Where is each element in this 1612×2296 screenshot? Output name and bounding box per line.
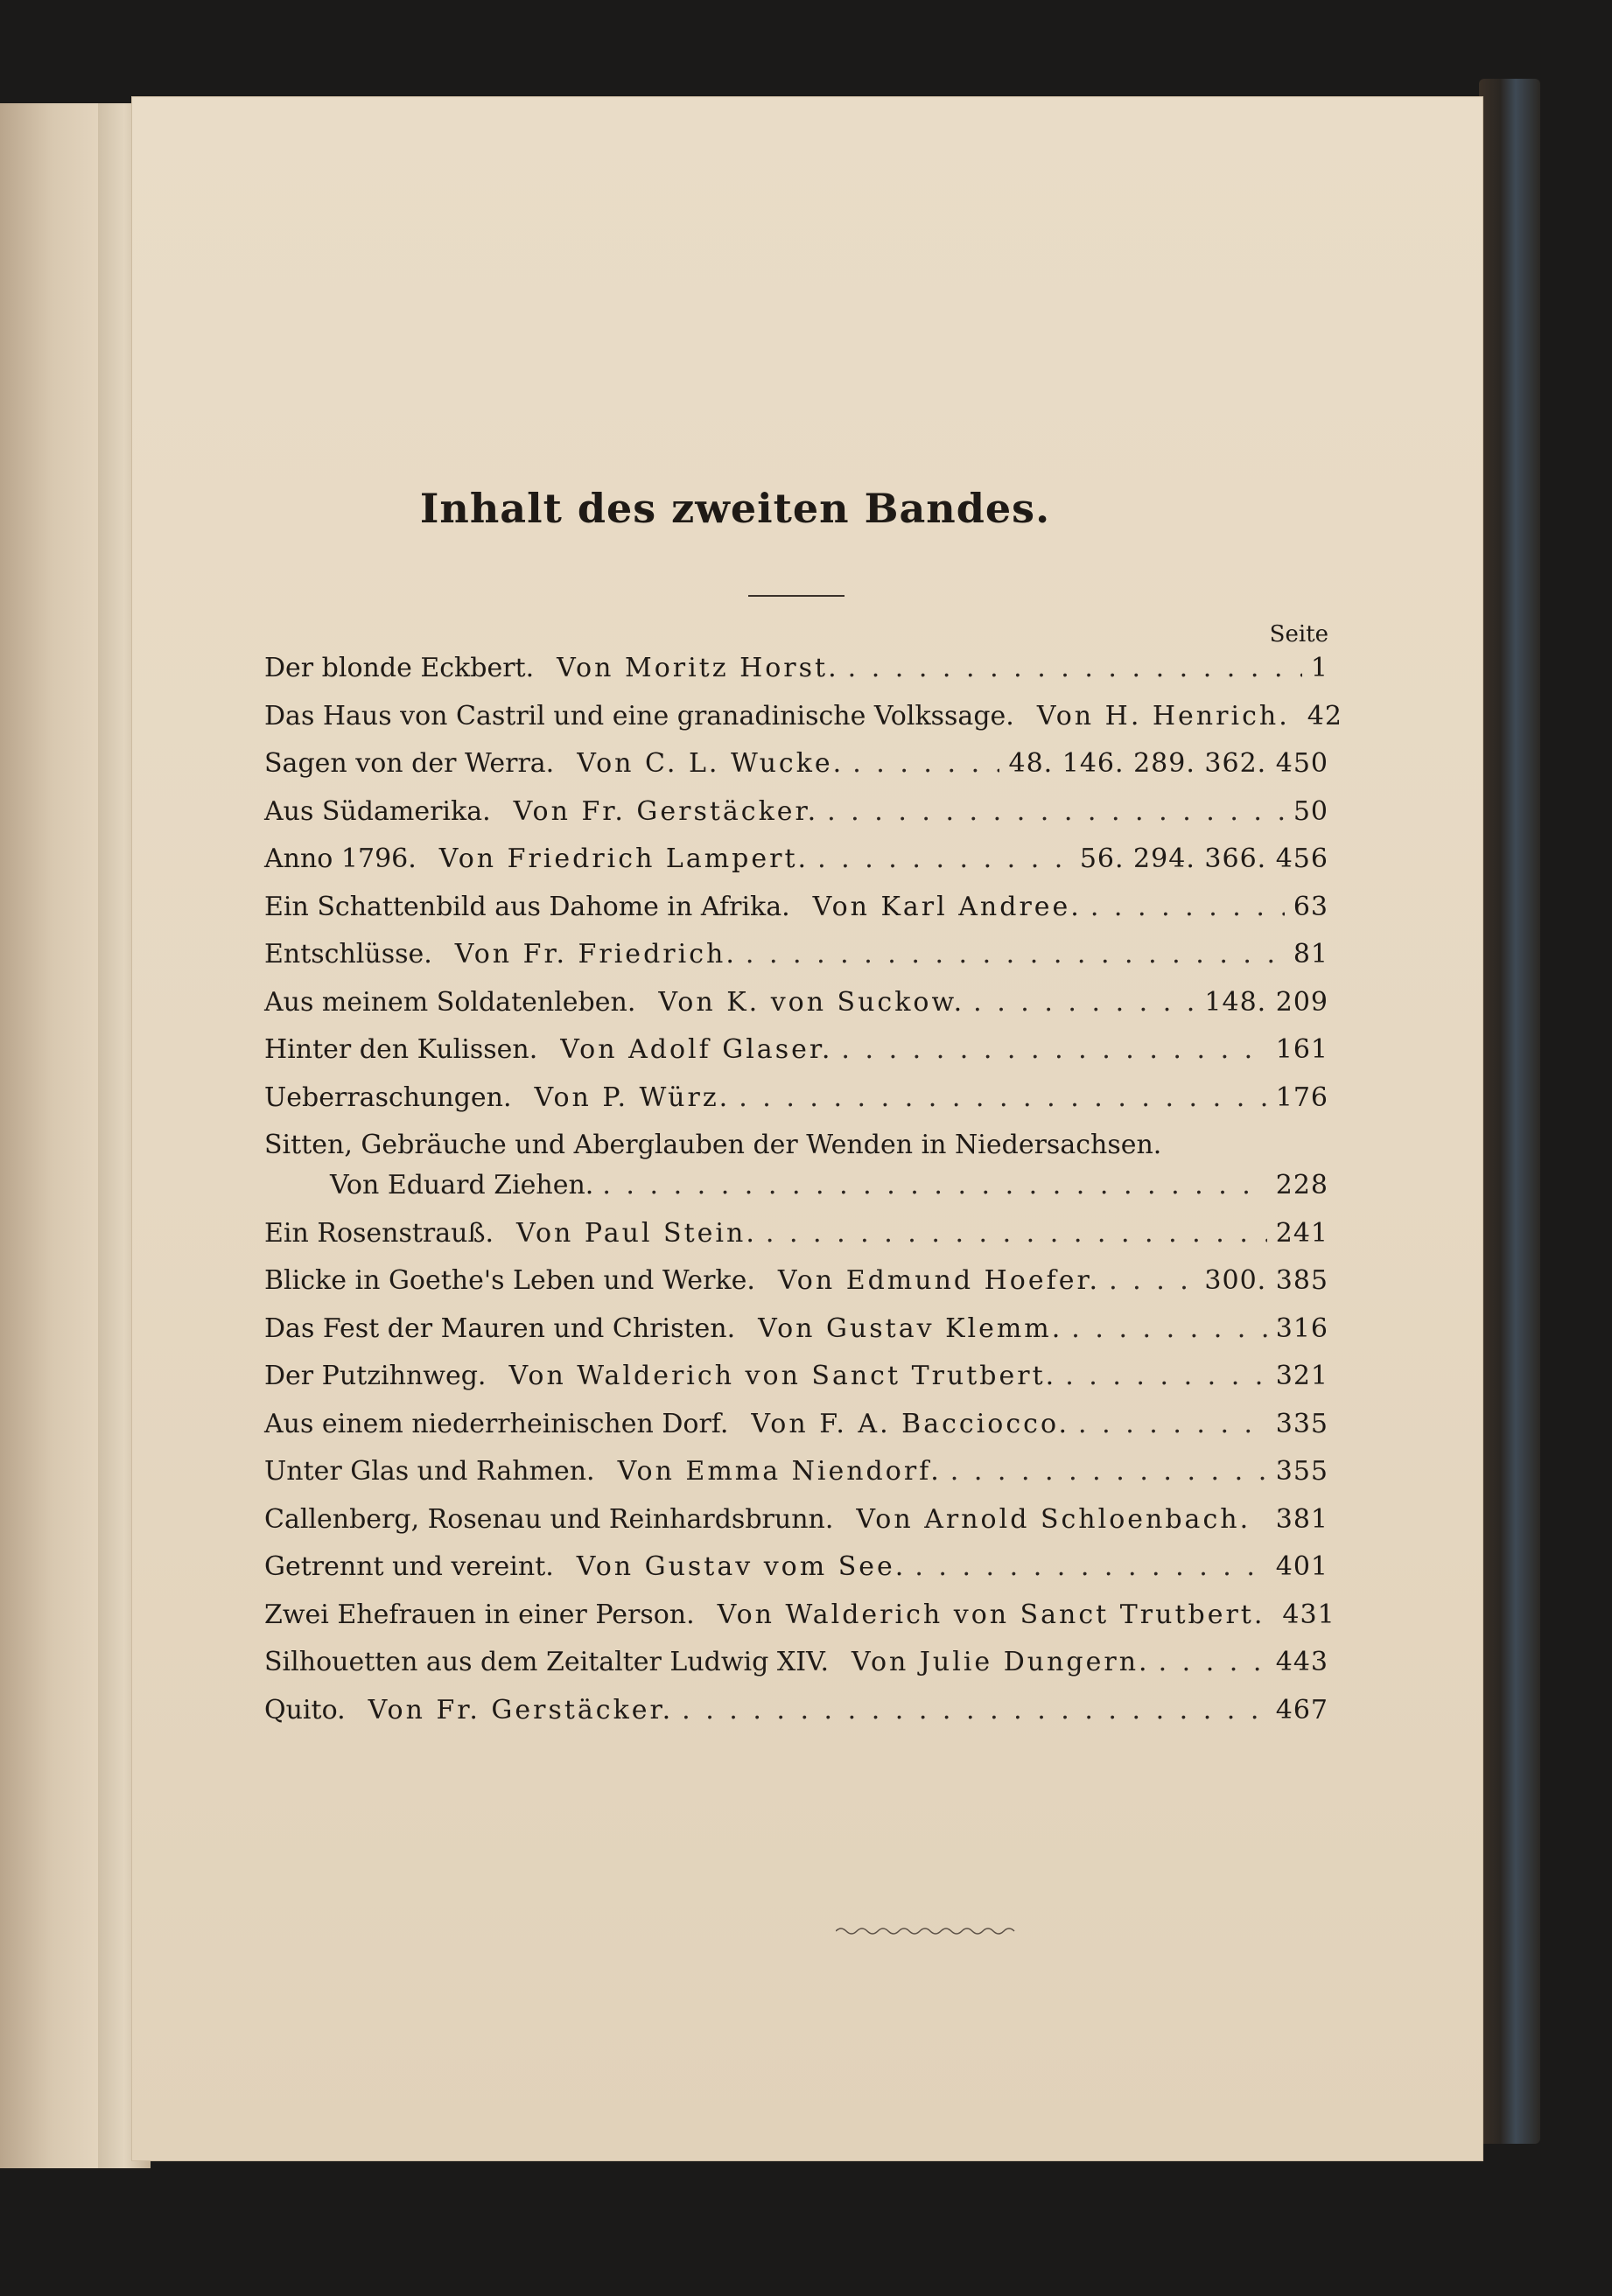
entry-author: Von F. A. Bacciocco. (751, 1408, 1070, 1439)
entry-author: Von Arnold Schloenbach. (856, 1503, 1251, 1535)
entry-author: Von Karl Andree. (812, 891, 1082, 922)
entry-pages: 467 (1275, 1694, 1328, 1726)
leader-dots (602, 1170, 1266, 1200)
entry-author: Von Fr. Gerstäcker. (513, 795, 819, 827)
entry-pages: 316 (1275, 1312, 1328, 1344)
leader-dots (682, 1695, 1267, 1726)
entry-pages: 56. 294. 366. 456 (1079, 844, 1328, 874)
toc-entry (264, 796, 1328, 844)
toc-entry (264, 1504, 1328, 1552)
title-rule (748, 595, 845, 597)
leader-dots (1078, 1409, 1267, 1439)
page-title: Inhalt des zweiten Bandes. (419, 485, 1051, 532)
entry-title: Sagen von der Werra. (264, 748, 555, 779)
leader-dots (739, 1082, 1267, 1113)
leader-dots (1109, 1265, 1195, 1296)
entry-pages: 176 (1275, 1082, 1328, 1113)
entry-title: Blicke in Goethe's Leben und Werke. (264, 1265, 755, 1296)
entry-pages: 1 (1310, 653, 1328, 683)
entry-author: Von Edmund Hoefer. (777, 1265, 1101, 1296)
leader-dots (827, 796, 1285, 827)
toc-entry (264, 1361, 1328, 1409)
entry-pages: 81 (1293, 939, 1328, 970)
entry-title: Sitten, Gebräuche und Aberglauben der Wenden in Niedersachsen. (264, 1130, 1162, 1160)
entry-author: Von Gustav vom See. (576, 1551, 907, 1582)
toc-entry (264, 1647, 1328, 1695)
leader-dots (973, 987, 1195, 1018)
entry-pages: 161 (1275, 1034, 1328, 1065)
entry-title: Unter Glas und Rahmen. (264, 1456, 595, 1487)
entry-title: Aus einem niederrheinischen Dorf. (264, 1408, 729, 1439)
leader-dots (915, 1551, 1266, 1582)
entry-pages: 50 (1293, 795, 1328, 827)
toc-entry (264, 1218, 1328, 1266)
toc-entry (264, 939, 1328, 987)
book-page (131, 96, 1483, 2161)
entry-title: Der Putzihnweg. (264, 1361, 487, 1391)
leader-dots (848, 653, 1302, 683)
entry-author: Von Walderich von Sanct Trutbert. (717, 1599, 1265, 1630)
toc-entry (264, 1313, 1328, 1362)
toc-entry (264, 748, 1328, 796)
entry-title: Hinter den Kulissen. (264, 1034, 538, 1065)
entry-author: Von Paul Stein. (516, 1217, 757, 1249)
entry-title: Aus Südamerika. (264, 795, 491, 827)
entry-title: Callenberg, Rosenau und Reinhardsbrunn. (264, 1503, 834, 1535)
toc-entry (264, 653, 1328, 701)
toc-entry-continuation (264, 1170, 1328, 1218)
toc-entry (264, 1034, 1328, 1082)
entry-title: Ueberraschungen. (264, 1082, 512, 1113)
entry-pages: 48. 146. 289. 362. 450 (1008, 748, 1328, 779)
entry-pages: 443 (1275, 1647, 1328, 1677)
entry-title: Quito. (264, 1694, 346, 1726)
table-of-contents (264, 653, 1342, 1742)
entry-author: Von Walderich von Sanct Trutbert. (508, 1361, 1057, 1391)
toc-entry (264, 1082, 1328, 1130)
entry-author: Von Moritz Horst. (557, 653, 839, 683)
entry-author: Von Eduard Ziehen. (330, 1170, 594, 1200)
entry-title: Entschlüsse. (264, 939, 432, 970)
leader-dots (766, 1218, 1267, 1249)
page-column-header: Seite (1269, 621, 1328, 648)
leader-dots (852, 748, 999, 779)
entry-author: Von Fr. Friedrich. (454, 939, 737, 970)
leader-dots (950, 1456, 1267, 1487)
entry-author: Von H. Henrich. (1036, 700, 1290, 732)
entry-title: Das Fest der Mauren und Christen. (264, 1312, 736, 1344)
entry-pages: 300. 385 (1204, 1265, 1328, 1296)
entry-author: Von K. von Suckow. (658, 986, 965, 1018)
book-cover-edge (1479, 79, 1540, 2144)
entry-pages: 381 (1275, 1503, 1328, 1535)
toc-entry (264, 1599, 1335, 1648)
entry-title: Getrennt und vereint. (264, 1551, 554, 1582)
leader-dots (1071, 1313, 1266, 1344)
entry-pages: 63 (1293, 891, 1328, 922)
entry-author: Von C. L. Wucke. (577, 748, 845, 779)
leader-dots (1090, 892, 1285, 922)
entry-author: Von Emma Niendorf. (617, 1456, 942, 1487)
entry-title: Ein Rosenstrauß. (264, 1217, 494, 1249)
leader-dots (1159, 1647, 1267, 1677)
entry-pages: 148. 209 (1204, 986, 1328, 1018)
entry-title: Silhouetten aus dem Zeitalter Ludwig XIV. (264, 1647, 830, 1677)
entry-title: Der blonde Eckbert. (264, 653, 535, 683)
toc-entry (264, 1551, 1328, 1600)
entry-pages: 241 (1275, 1217, 1328, 1249)
entry-title: Ein Schattenbild aus Dahome in Afrika. (264, 891, 790, 922)
leader-dots (817, 844, 1071, 874)
entry-pages: 335 (1275, 1408, 1328, 1439)
leader-dots (841, 1034, 1266, 1065)
toc-entry (264, 892, 1328, 940)
entry-title: Das Haus von Castril und eine granadinische Volkssage. (264, 700, 1014, 732)
entry-author: Von Fr. Gerstäcker. (368, 1694, 674, 1726)
tail-ornament (836, 1925, 1024, 1937)
entry-author: Von Friedrich Lampert. (438, 844, 810, 874)
entry-author: Von Gustav Klemm. (758, 1312, 1063, 1344)
entry-pages: 401 (1275, 1551, 1328, 1582)
entry-title: Zwei Ehefrauen in einer Person. (264, 1599, 695, 1630)
entry-pages: 228 (1275, 1170, 1328, 1200)
entry-title: Anno 1796. (264, 844, 417, 874)
leader-dots (746, 939, 1285, 970)
toc-entry (264, 700, 1342, 749)
entry-author: Von Adolf Glaser. (560, 1034, 833, 1065)
page-content (131, 96, 1483, 2161)
entry-author: Von Julie Dungern. (852, 1647, 1150, 1677)
entry-pages: 42 (1307, 700, 1342, 732)
toc-entry (264, 1456, 1328, 1504)
entry-author: Von P. Würz. (534, 1082, 731, 1113)
toc-entry (264, 1695, 1328, 1743)
toc-entry (264, 987, 1328, 1035)
entry-pages: 431 (1282, 1599, 1335, 1630)
entry-pages: 321 (1275, 1361, 1328, 1391)
entry-title: Aus meinem Soldatenleben. (264, 986, 636, 1018)
toc-entry (264, 844, 1328, 892)
toc-entry (264, 1409, 1328, 1457)
toc-entry (264, 1130, 1328, 1170)
entry-pages: 355 (1275, 1456, 1328, 1487)
leader-dots (1065, 1361, 1267, 1391)
toc-entry (264, 1265, 1328, 1313)
